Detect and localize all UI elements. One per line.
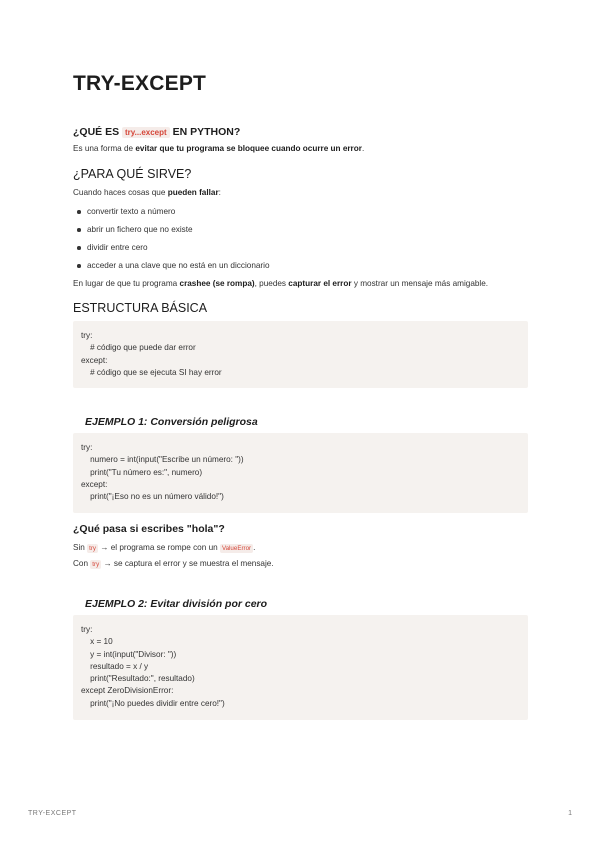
code-line: print("¡Eso no es un número válido!") xyxy=(81,492,224,502)
heading-text: ¿QUÉ ES xyxy=(73,126,120,138)
code-block-example-1 xyxy=(73,433,528,513)
code-line: resultado = x / y xyxy=(81,661,149,671)
bold-text: capturar el error xyxy=(288,279,352,288)
code-line: try: xyxy=(81,443,93,452)
code-line: # código que se ejecuta SI hay error xyxy=(81,367,222,377)
code-block-example-2 xyxy=(73,615,528,720)
text: → el programa se rompe con un xyxy=(97,543,220,552)
list-item: dividir entre cero xyxy=(73,243,270,261)
text: y mostrar un mensaje más amigable. xyxy=(351,279,489,288)
paragraph-without-try xyxy=(73,543,255,552)
section-heading-structure: ESTRUCTURA BÁSICA xyxy=(73,301,208,315)
purpose-list xyxy=(73,207,270,279)
text: Cuando haces cosas que xyxy=(73,188,168,197)
text: En lugar de que tu programa xyxy=(73,279,180,288)
text: . xyxy=(253,543,256,552)
code-line: try: xyxy=(81,331,93,340)
text: , puedes xyxy=(254,279,289,288)
paragraph-outro xyxy=(73,279,488,288)
page-title: TRY-EXCEPT xyxy=(73,72,207,95)
code-line: except: xyxy=(81,355,108,365)
question-heading: ¿Qué pasa si escribes "hola"? xyxy=(73,523,225,535)
page-number: 1 xyxy=(568,810,572,817)
list-item: convertir texto a número xyxy=(73,207,270,225)
text: Con xyxy=(73,559,91,568)
code-line: except: xyxy=(81,479,108,489)
section-heading-purpose: ¿PARA QUÉ SIRVE? xyxy=(73,167,192,181)
footer-title: TRY-EXCEPT xyxy=(28,810,77,817)
paragraph-intro xyxy=(73,188,221,197)
text: Es una forma de xyxy=(73,144,136,153)
inline-code: try xyxy=(89,545,96,552)
bold-text: evitar que tu programa se bloquee cuando ocurre un error xyxy=(135,144,362,153)
inline-code: try xyxy=(92,561,100,568)
text: Sin xyxy=(73,543,88,552)
section-heading-what-is xyxy=(73,126,240,138)
inline-code: ValueError xyxy=(221,545,252,552)
heading-text: EN PYTHON? xyxy=(172,126,241,138)
example-2-title: EJEMPLO 2: Evitar división por cero xyxy=(85,598,268,610)
list-item: acceder a una clave que no está en un diccionario xyxy=(73,261,270,279)
code-line: print("¡No puedes dividir entre cero!") xyxy=(81,698,225,708)
paragraph-with-try xyxy=(73,559,274,568)
code-line: except ZeroDivisionError: xyxy=(81,686,174,696)
list-item: abrir un fichero que no existe xyxy=(73,225,270,243)
code-line: # código que puede dar error xyxy=(81,343,196,353)
example-1-title: EJEMPLO 1: Conversión peligrosa xyxy=(85,416,258,428)
code-line: print("Tu número es:", numero) xyxy=(81,467,203,477)
code-line: x = 10 xyxy=(81,637,113,647)
code-line: y = int(input("Divisor: ")) xyxy=(81,649,177,659)
text: . xyxy=(361,144,365,153)
code-line: try: xyxy=(81,625,93,634)
text: → se captura el error y se muestra el mensaje. xyxy=(101,559,274,568)
code-line: print("Resultado:", resultado) xyxy=(81,674,195,684)
code-line: numero = int(input("Escribe un número: ")) xyxy=(81,455,244,465)
bold-text: crashee (se rompa) xyxy=(179,279,255,288)
text: : xyxy=(218,188,221,197)
paragraph-definition xyxy=(73,144,364,153)
inline-code: try...except xyxy=(122,127,170,138)
code-block-structure xyxy=(73,321,528,388)
bold-text: pueden fallar xyxy=(167,188,219,197)
